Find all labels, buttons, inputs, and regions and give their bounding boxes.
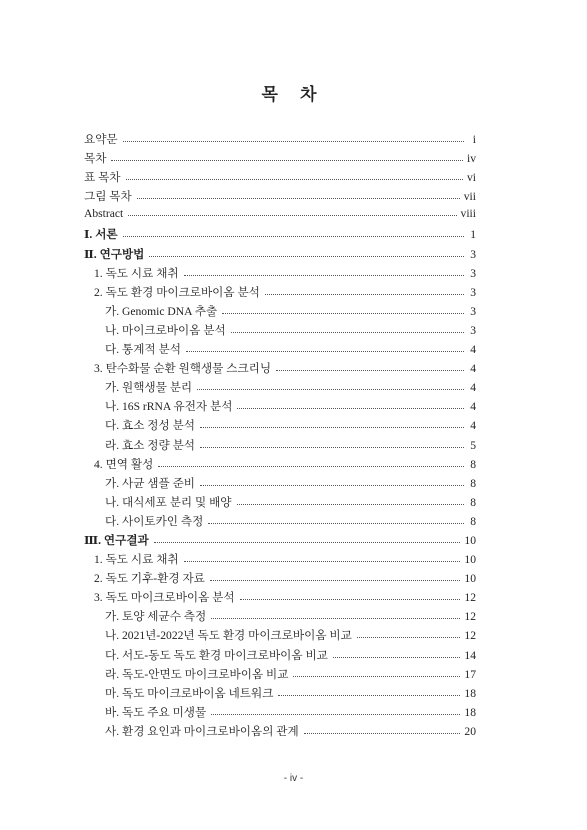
toc-entry-page-number: 8	[470, 457, 476, 471]
dot-leader	[211, 614, 460, 619]
dot-leader	[154, 538, 461, 543]
page-number: - iv -	[283, 773, 304, 784]
dot-leader	[184, 557, 461, 562]
toc-entry-label: 나. 마이크로바이옴 분석	[105, 323, 226, 337]
dot-leader	[304, 729, 461, 734]
dot-leader	[237, 500, 465, 505]
toc-entry-label: 다. 통계적 분석	[105, 343, 181, 357]
toc-entry-page-number: 10	[464, 533, 476, 547]
dot-leader	[128, 211, 456, 216]
toc-entry[interactable]	[84, 551, 476, 570]
toc-entry-label: 4. 면역 활성	[94, 457, 154, 471]
toc-entry-page-number: 3	[470, 247, 476, 261]
toc-entry[interactable]	[84, 341, 476, 360]
toc-entry-label: 3. 독도 마이크로바이옴 분석	[94, 591, 235, 605]
toc-entry-page-number: 14	[464, 648, 476, 662]
dot-leader	[222, 309, 464, 314]
toc-entry[interactable]	[84, 647, 476, 666]
dot-leader	[149, 252, 464, 257]
toc-entry[interactable]	[84, 532, 476, 551]
toc-entry[interactable]	[84, 494, 476, 513]
table-of-contents	[84, 131, 476, 742]
dot-leader	[237, 404, 464, 409]
toc-entry[interactable]	[84, 666, 476, 685]
dot-leader	[265, 290, 464, 295]
toc-entry[interactable]	[84, 169, 476, 188]
toc-entry[interactable]	[84, 608, 476, 627]
dot-leader	[210, 576, 461, 581]
dot-leader	[357, 633, 461, 638]
dot-leader	[197, 385, 464, 390]
toc-entry-page-number: 18	[464, 705, 476, 719]
toc-entry-label: 3. 탄수화물 순환 원핵생물 스크리닝	[94, 362, 272, 376]
dot-leader	[293, 672, 460, 677]
toc-entry-page-number: 3	[470, 304, 476, 318]
toc-entry-page-number: 3	[470, 285, 476, 299]
toc-entry[interactable]	[84, 303, 476, 322]
toc-entry[interactable]	[84, 417, 476, 436]
toc-entry-page-number: 20	[464, 724, 476, 738]
toc-entry-page-number: vii	[463, 190, 476, 204]
toc-entry-label: Ⅲ. 연구결과	[84, 533, 149, 547]
toc-entry-label: 라. 독도-안면도 마이크로바이옴 비교	[105, 667, 289, 681]
dot-leader	[158, 462, 464, 467]
toc-entry-page-number: vi	[466, 171, 476, 185]
toc-entry-page-number: 12	[464, 591, 476, 605]
toc-entry[interactable]	[84, 513, 476, 532]
dot-leader	[278, 691, 460, 696]
toc-entry[interactable]	[84, 475, 476, 494]
toc-entry-page-number: viii	[460, 207, 476, 221]
toc-entry[interactable]	[84, 265, 476, 284]
toc-entry[interactable]	[84, 398, 476, 417]
dot-leader	[276, 366, 464, 371]
toc-entry-page-number: 8	[470, 495, 476, 509]
toc-entry[interactable]	[84, 150, 476, 169]
toc-entry-label: 다. 효소 정성 분석	[105, 419, 195, 433]
toc-entry-page-number: i	[472, 133, 476, 146]
toc-entry-page-number: 5	[470, 438, 476, 452]
toc-entry[interactable]	[84, 704, 476, 723]
dot-leader	[208, 519, 464, 524]
toc-entry-page-number: iv	[466, 152, 476, 166]
toc-entry-label: 요약문	[84, 133, 118, 146]
dot-leader	[184, 271, 464, 276]
toc-entry-label: 목차	[84, 152, 107, 166]
toc-entry-page-number: 12	[464, 610, 476, 624]
toc-entry-label: 가. 사균 샘플 준비	[105, 476, 195, 490]
toc-entry-label: 바. 독도 주요 미생물	[105, 705, 207, 719]
toc-entry[interactable]	[84, 627, 476, 646]
toc-entry[interactable]	[84, 322, 476, 341]
toc-entry-page-number: 3	[470, 323, 476, 337]
dot-leader	[126, 175, 463, 180]
toc-entry-page-number: 4	[470, 400, 476, 414]
toc-entry[interactable]	[84, 456, 476, 475]
page-title: 목 차	[261, 85, 326, 104]
dot-leader	[240, 595, 461, 600]
toc-entry-page-number: 8	[470, 514, 476, 528]
toc-entry[interactable]	[84, 360, 476, 379]
dot-leader	[211, 710, 460, 715]
dot-leader	[200, 481, 464, 486]
dot-leader	[111, 156, 463, 161]
toc-entry-page-number: 18	[464, 686, 476, 700]
toc-entry-label: Abstract	[84, 207, 124, 221]
dot-leader	[123, 232, 464, 237]
toc-entry-page-number: 10	[464, 572, 476, 586]
toc-entry-label: 마. 독도 마이크로바이옴 네트워크	[105, 686, 274, 700]
toc-entry-label: 2. 독도 환경 마이크로바이옴 분석	[94, 285, 260, 299]
toc-entry-page-number: 10	[464, 553, 476, 567]
toc-entry[interactable]	[84, 685, 476, 704]
toc-entry-page-number: 8	[470, 476, 476, 490]
dot-leader	[333, 653, 461, 658]
toc-entry[interactable]	[84, 570, 476, 589]
dot-leader	[231, 328, 464, 333]
toc-entry-page-number: 17	[464, 667, 476, 681]
toc-entry-page-number: 4	[470, 343, 476, 357]
toc-entry-page-number: 3	[470, 266, 476, 280]
toc-entry-label: 가. Genomic DNA 추출	[105, 304, 218, 318]
toc-entry[interactable]	[84, 188, 476, 207]
toc-entry-label: 다. 사이토카인 측정	[105, 514, 204, 528]
toc-entry-label: Ⅱ. 연구방법	[84, 247, 145, 261]
toc-entry-page-number: 1	[470, 228, 476, 242]
toc-entry-page-number: 4	[470, 362, 476, 376]
toc-entry[interactable]	[84, 131, 476, 150]
toc-entry-label: 나. 대식세포 분리 및 배양	[105, 495, 232, 509]
toc-entry-label: 그림 목차	[84, 190, 132, 204]
dot-leader	[123, 137, 464, 142]
toc-entry[interactable]	[84, 437, 476, 456]
toc-entry[interactable]	[84, 207, 476, 226]
toc-entry-label: 가. 원핵생물 분리	[105, 381, 193, 395]
toc-entry-label: 나. 2021년-2022년 독도 환경 마이크로바이옴 비교	[105, 629, 352, 643]
toc-entry-page-number: 4	[470, 419, 476, 433]
toc-entry-label: 가. 토양 세균수 측정	[105, 610, 207, 624]
toc-entry-label: 1. 독도 시료 채취	[94, 553, 179, 567]
dot-leader	[186, 347, 464, 352]
toc-entry-page-number: 4	[470, 381, 476, 395]
toc-entry-label: 2. 독도 기후-환경 자료	[94, 572, 205, 586]
toc-entry[interactable]	[84, 284, 476, 303]
toc-entry-label: 1. 독도 시료 채취	[94, 266, 179, 280]
dot-leader	[200, 423, 464, 428]
toc-entry[interactable]	[84, 246, 476, 265]
toc-entry[interactable]	[84, 589, 476, 608]
dot-leader	[200, 443, 464, 448]
toc-entry-label: 다. 서도-동도 독도 환경 마이크로바이옴 비교	[105, 648, 328, 662]
toc-entry-label: Ⅰ. 서론	[84, 228, 118, 242]
toc-entry-label: 사. 환경 요인과 마이크로바이옴의 관계	[105, 724, 299, 738]
toc-entry-page-number: 12	[464, 629, 476, 643]
toc-entry-label: 나. 16S rRNA 유전자 분석	[105, 400, 233, 414]
toc-entry[interactable]	[84, 379, 476, 398]
dot-leader	[137, 194, 460, 199]
toc-entry[interactable]	[84, 723, 476, 742]
toc-entry-label: 라. 효소 정량 분석	[105, 438, 195, 452]
toc-entry-label: 표 목차	[84, 171, 121, 185]
toc-entry[interactable]	[84, 226, 476, 245]
